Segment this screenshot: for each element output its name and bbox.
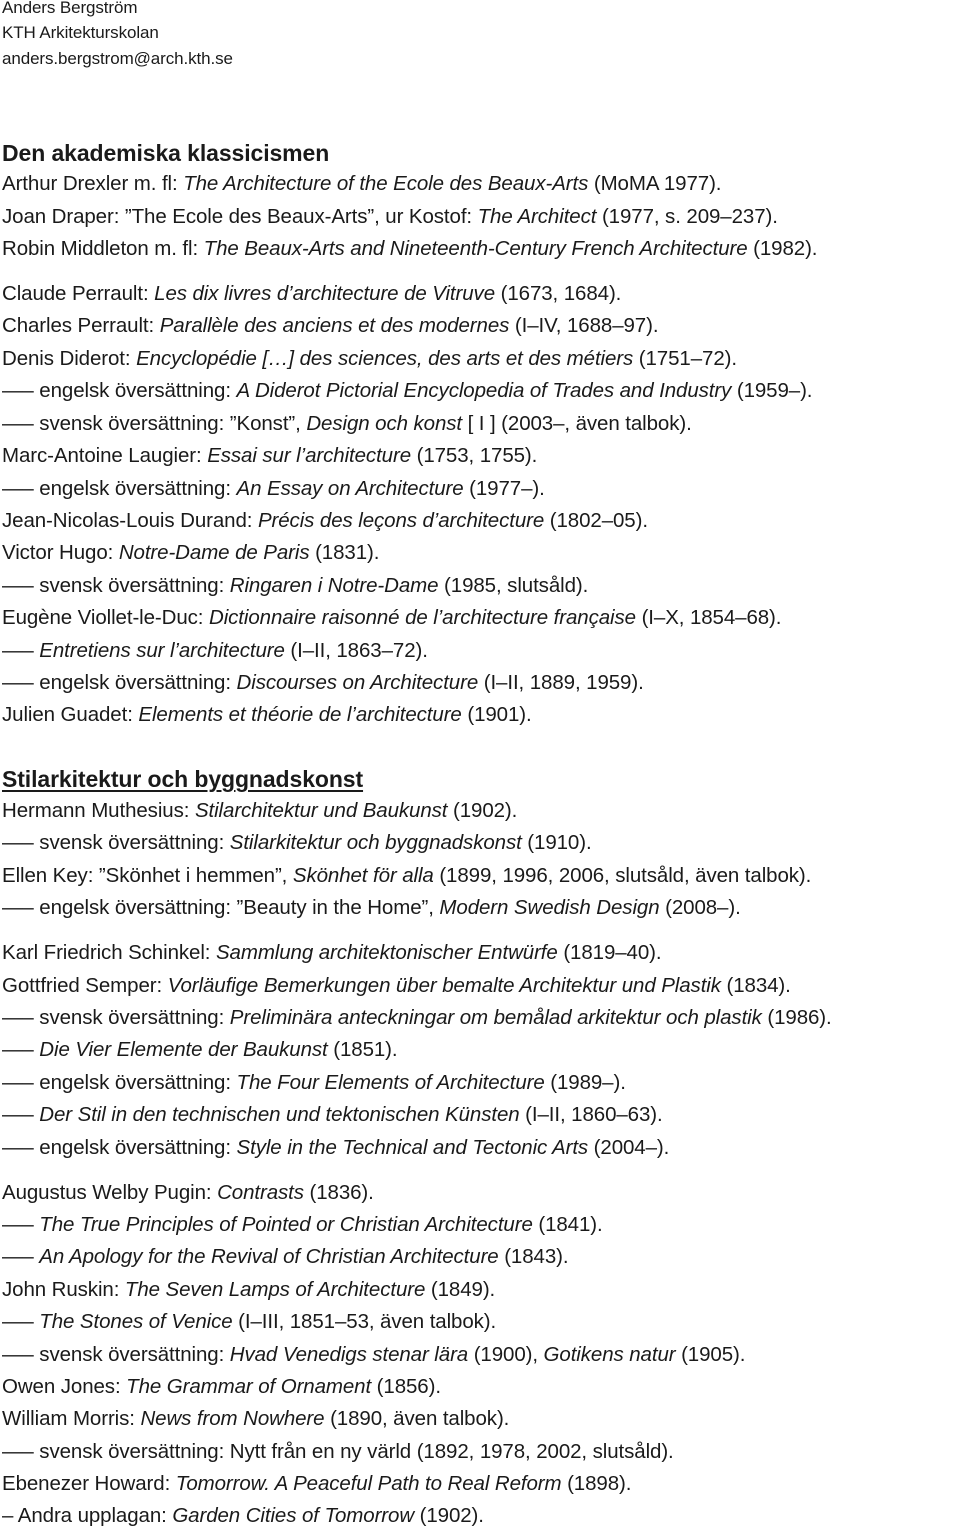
work-title: Entretiens sur l’architecture <box>39 639 285 662</box>
entry-text: (I–II, 1860–63). <box>519 1103 663 1126</box>
bibliography-entry <box>2 412 692 436</box>
author-organization: KTH Arkitekturskolan <box>2 23 159 42</box>
work-title: Modern Swedish Design <box>439 896 660 919</box>
entry-text: Charles Perrault: <box>2 314 160 337</box>
entry-text: Jean-Nicolas-Louis Durand: <box>2 509 258 532</box>
bibliography-entry <box>2 541 379 565</box>
work-title: A Diderot Pictorial Encyclopedia of Trades and Industry <box>236 379 732 402</box>
entry-text: —– engelsk översättning: ”Beauty in the Home”, <box>2 896 440 919</box>
entry-text: (1673, 1684). <box>495 282 622 305</box>
entry-text: (1831). <box>309 541 380 564</box>
bibliography-entry <box>2 1504 484 1528</box>
entry-text: Marc-Antoine Laugier: <box>2 444 208 467</box>
bibliography-entry <box>2 1103 663 1127</box>
entry-text: (1985, slutsåld). <box>438 574 589 597</box>
bibliography-entry <box>2 1440 674 1464</box>
entry-text: (1899, 1996, 2006, slutsåld, även talbok). <box>433 864 812 887</box>
work-title: Gotikens natur <box>543 1343 676 1366</box>
entry-text: (1851). <box>327 1038 398 1061</box>
bibliography-entry <box>2 1407 509 1431</box>
entry-text: (I–II, 1889, 1959). <box>478 671 644 694</box>
work-title: Hvad Venedigs stenar lära <box>229 1343 469 1366</box>
entry-text: (I–II, 1863–72). <box>284 639 428 662</box>
entry-text: —– <box>2 1310 40 1333</box>
bibliography-entry <box>2 347 737 371</box>
bibliography-entry <box>2 1136 669 1160</box>
entry-text: —– engelsk översättning: <box>2 477 237 500</box>
entry-text: Denis Diderot: <box>2 347 137 370</box>
bibliography-entry <box>2 671 644 695</box>
entry-text: Ebenezer Howard: <box>2 1472 176 1495</box>
work-title: The Architect <box>477 205 597 228</box>
bibliography-entry <box>2 1213 603 1237</box>
entry-text: John Ruskin: <box>2 1278 125 1301</box>
entry-text: (1898). <box>561 1472 632 1495</box>
entry-text: —– engelsk översättning: <box>2 1136 237 1159</box>
bibliography-entry <box>2 864 811 888</box>
entry-text: Claude Perrault: <box>2 282 155 305</box>
author-email[interactable]: anders.bergstrom@arch.kth.se <box>2 49 233 68</box>
entry-text: Ellen Key: ”Skönhet i hemmen”, <box>2 864 293 887</box>
entry-text: —– <box>2 1038 40 1061</box>
work-title: Contrasts <box>217 1181 304 1204</box>
entry-text: (1849). <box>425 1278 496 1301</box>
work-title: The Architecture of the Ecole des Beaux-Arts <box>183 172 589 195</box>
entry-text: (1977, s. 209–237). <box>596 205 778 228</box>
entry-text: (1959–). <box>731 379 813 402</box>
bibliography-entry <box>2 237 817 261</box>
bibliography-entry <box>2 1181 374 1205</box>
bibliography-entry <box>2 1071 626 1095</box>
bibliography-entry <box>2 1245 568 1269</box>
bibliography-entry <box>2 1472 631 1496</box>
work-title: Précis des leçons d’architecture <box>257 509 545 532</box>
entry-text: (1901). <box>461 703 532 726</box>
work-title: An Apology for the Revival of Christian Architecture <box>39 1245 499 1268</box>
work-title: The Grammar of Ornament <box>126 1375 372 1398</box>
work-title: Sammlung architektonischer Entwürfe <box>215 941 558 964</box>
entry-text: —– engelsk översättning: <box>2 1071 237 1094</box>
entry-text: Augustus Welby Pugin: <box>2 1181 218 1204</box>
entry-text: —– engelsk översättning: <box>2 671 237 694</box>
entry-text: (2008–). <box>659 896 741 919</box>
entry-text: —– svensk översättning: ”Konst”, <box>2 412 307 435</box>
work-title: Parallèle des anciens et des modernes <box>159 314 510 337</box>
bibliography-entry <box>2 1278 495 1302</box>
entry-text: (1834). <box>720 974 791 997</box>
entry-text: (1890, även talbok). <box>324 1407 510 1430</box>
entry-text: (1753, 1755). <box>411 444 538 467</box>
work-title: Essai sur l’architecture <box>207 444 411 467</box>
section-heading-classicism: Den akademiska klassicismen <box>2 140 330 166</box>
entry-text: Joan Draper: ”The Ecole des Beaux-Arts”, ur Kostof: <box>2 205 478 228</box>
entry-text: (1982). <box>747 237 818 260</box>
section-heading-style-architecture: Stilarkitektur och byggnadskonst <box>2 766 364 792</box>
entry-text: (1977–). <box>463 477 545 500</box>
entry-text: (MoMA 1977). <box>588 172 722 195</box>
work-title: Der Stil in den technischen und tektonischen Künsten <box>39 1103 520 1126</box>
bibliography-entry <box>2 703 532 727</box>
entry-text: Arthur Drexler m. fl: <box>2 172 184 195</box>
work-title: An Essay on Architecture <box>236 477 464 500</box>
bibliography-entry <box>2 974 791 998</box>
bibliography-entry <box>2 1006 832 1030</box>
bibliography-entry <box>2 831 592 855</box>
entry-text: (1751–72). <box>633 347 737 370</box>
entry-text: (1986). <box>761 1006 832 1029</box>
bibliography-entry <box>2 799 517 823</box>
bibliography-entry <box>2 1310 496 1334</box>
work-title: Les dix livres d’architecture de Vitruve <box>154 282 496 305</box>
entry-text: —– svensk översättning: <box>2 1343 230 1366</box>
entry-text: —– svensk översättning: <box>2 574 230 597</box>
work-title: Garden Cities of Tomorrow <box>172 1504 415 1527</box>
entry-text: (1902). <box>447 799 518 822</box>
bibliography-entry <box>2 941 661 965</box>
entry-text: (I–IV, 1688–97). <box>509 314 659 337</box>
work-title: Skönhet för alla <box>292 864 434 887</box>
work-title: News from Nowhere <box>140 1407 325 1430</box>
bibliography-entry <box>2 606 781 630</box>
bibliography-entry <box>2 1375 441 1399</box>
work-title: Style in the Technical and Tectonic Arts <box>236 1136 589 1159</box>
work-title: Ringaren i Notre-Dame <box>229 574 439 597</box>
entry-text: (2004–). <box>588 1136 670 1159</box>
bibliography-entry <box>2 172 721 196</box>
entry-text: (1819–40). <box>557 941 662 964</box>
entry-text: Karl Friedrich Schinkel: <box>2 941 216 964</box>
entry-text: —– <box>2 639 40 662</box>
work-title: Discourses on Architecture <box>236 671 479 694</box>
entry-text: (1905). <box>675 1343 746 1366</box>
entry-text: (1856). <box>371 1375 441 1398</box>
work-title: The Four Elements of Architecture <box>236 1071 545 1094</box>
work-title: Encyclopédie […] des sciences, des arts et des métiers <box>136 347 634 370</box>
bibliography-entry <box>2 639 428 663</box>
entry-text: —– <box>2 1103 40 1126</box>
work-title: The Seven Lamps of Architecture <box>124 1278 426 1301</box>
work-title: Preliminära anteckningar om bemålad arkitektur och plastik <box>229 1006 762 1029</box>
entry-text: (1841). <box>532 1213 603 1236</box>
work-title: The True Principles of Pointed or Christian Architecture <box>39 1213 533 1236</box>
bibliography-entry <box>2 444 537 468</box>
work-title: The Beaux-Arts and Nineteenth-Century French Architecture <box>203 237 748 260</box>
bibliography-entry <box>2 509 648 533</box>
bibliography-entry <box>2 574 588 598</box>
entry-text: Eugène Viollet-le-Duc: <box>2 606 209 629</box>
work-title: Stilarchitektur und Baukunst <box>194 799 448 822</box>
bibliography-entry <box>2 1038 398 1062</box>
entry-text: William Morris: <box>2 1407 141 1430</box>
bibliography-entry <box>2 314 658 338</box>
entry-text: (1902). <box>414 1504 484 1527</box>
entry-text: Owen Jones: <box>2 1375 127 1398</box>
entry-text: —– engelsk översättning: <box>2 379 237 402</box>
entry-text: (1989–). <box>544 1071 626 1094</box>
work-title: Vorläufige Bemerkungen über bemalte Architektur und Plastik <box>167 974 721 997</box>
entry-text: Gottfried Semper: <box>2 974 168 997</box>
work-title: Die Vier Elemente der Baukunst <box>39 1038 328 1061</box>
work-title: Stilarkitektur och byggnadskonst <box>229 831 522 854</box>
bibliography-entry <box>2 1343 745 1367</box>
entry-text: (1910). <box>521 831 592 854</box>
entry-text: (1900), <box>468 1343 544 1366</box>
entry-text: [ I ] (2003–, även talbok). <box>462 412 692 435</box>
entry-text: (I–X, 1854–68). <box>635 606 782 629</box>
work-title: Tomorrow. A Peaceful Path to Real Reform <box>175 1472 562 1495</box>
bibliography-entry <box>2 477 545 501</box>
work-title: Design och konst <box>306 412 462 435</box>
bibliography-entry <box>2 379 812 403</box>
entry-text: —– <box>2 1245 40 1268</box>
entry-text: (I–III, 1851–53, även talbok). <box>232 1310 497 1333</box>
work-title: Notre-Dame de Paris <box>118 541 310 564</box>
work-title: Dictionnaire raisonné de l’architecture française <box>209 606 636 629</box>
entry-text: —– svensk översättning: <box>2 1006 230 1029</box>
author-name: Anders Bergström <box>2 0 138 17</box>
bibliography-entry <box>2 282 621 306</box>
entry-text: —– <box>2 1213 40 1236</box>
work-title: Elements et théorie de l’architecture <box>138 703 462 726</box>
entry-text: Robin Middleton m. fl: <box>2 237 204 260</box>
entry-text: Victor Hugo: <box>2 541 119 564</box>
entry-text: Hermann Muthesius: <box>2 799 195 822</box>
entry-text: (1802–05). <box>544 509 648 532</box>
entry-text: – Andra upplagan: <box>2 1504 173 1527</box>
bibliography-entry <box>2 205 778 229</box>
entry-text: —– svensk översättning: Nytt från en ny värld (1892, 1978, 2002, slutsåld). <box>2 1440 674 1463</box>
entry-text: Julien Guadet: <box>2 703 139 726</box>
bibliography-entry <box>2 896 741 920</box>
entry-text: (1836). <box>303 1181 374 1204</box>
entry-text: (1843). <box>498 1245 569 1268</box>
entry-text: —– svensk översättning: <box>2 831 230 854</box>
work-title: The Stones of Venice <box>39 1310 233 1333</box>
